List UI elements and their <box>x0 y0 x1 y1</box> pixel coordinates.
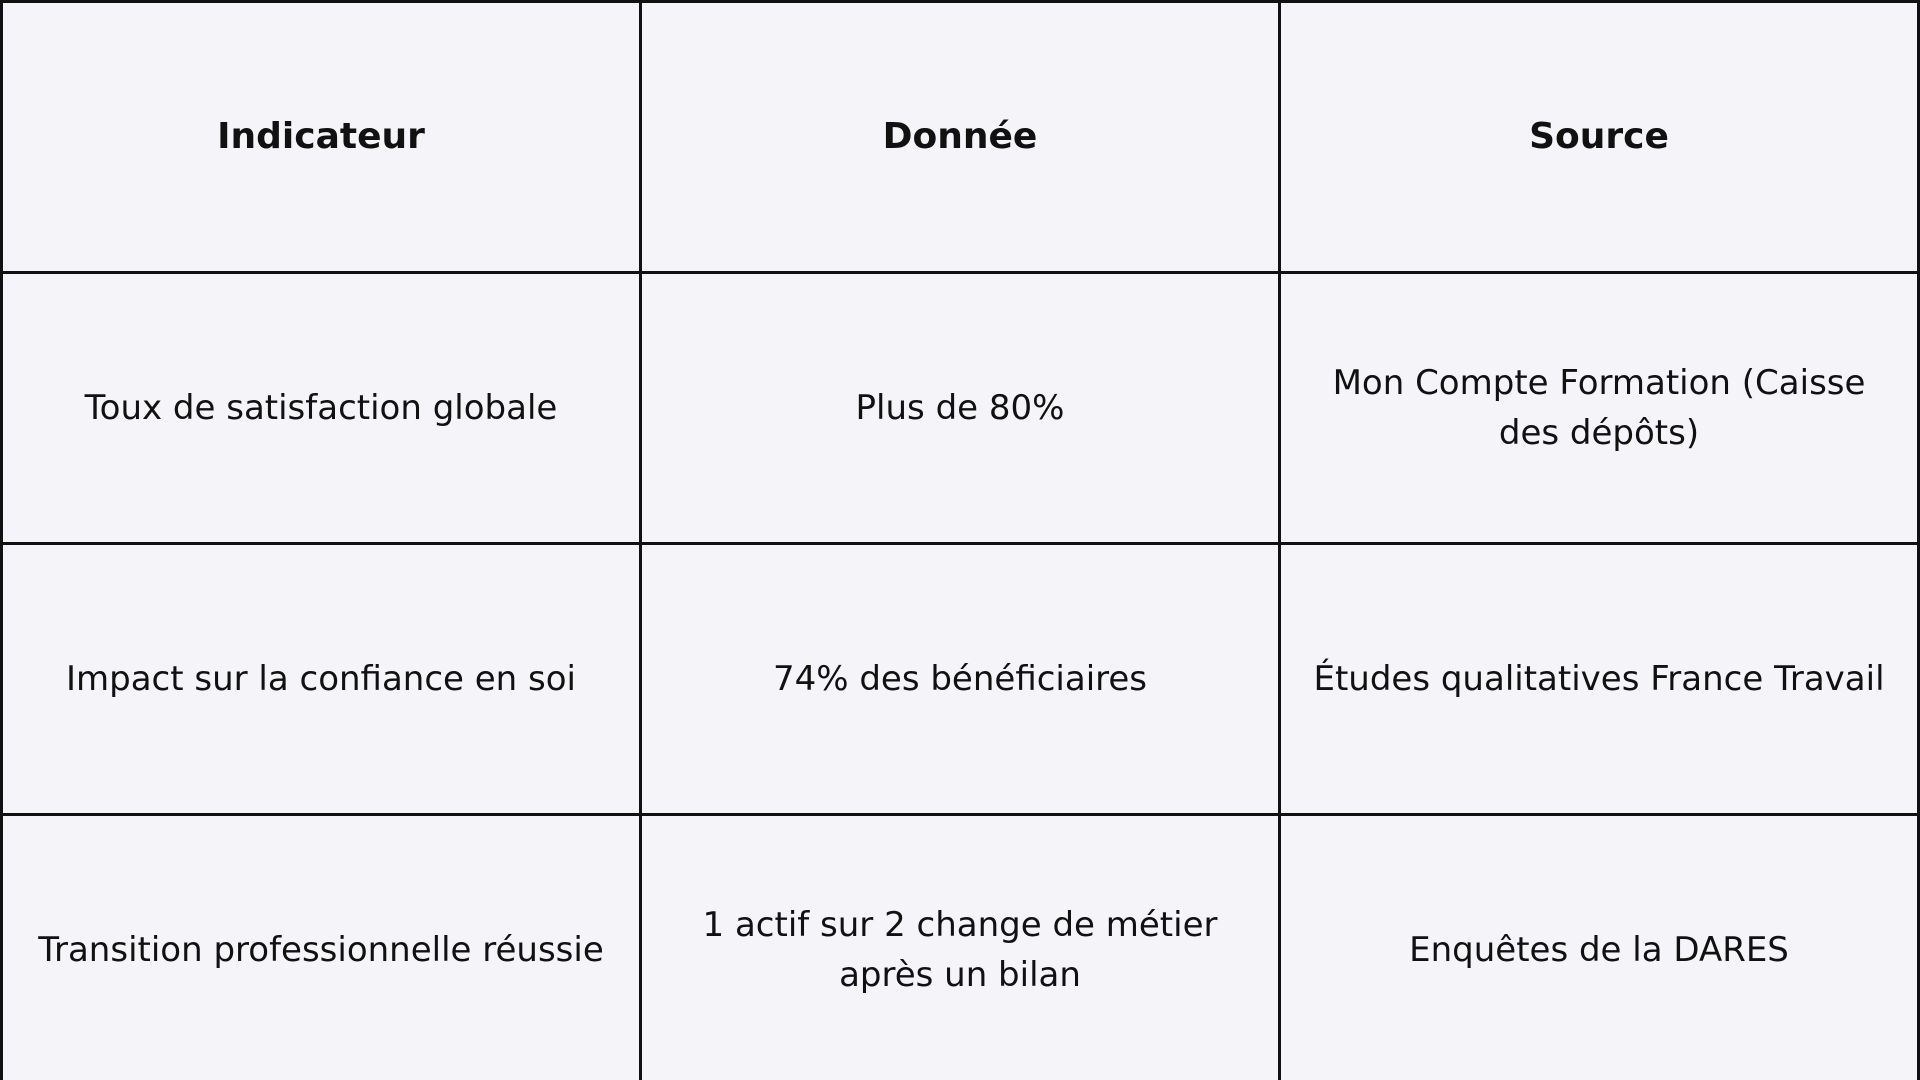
table-cell-source: Enquêtes de la DARES <box>1280 815 1919 1080</box>
table-cell-indicateur: Transition professionnelle réussie <box>2 815 641 1080</box>
table-row <box>2 815 1919 1080</box>
table-cell-donnee: Plus de 80% <box>641 273 1280 544</box>
table-row <box>2 544 1919 815</box>
table-cell-indicateur: Toux de satisfaction globale <box>2 273 641 544</box>
table-cell-donnee: 74% des bénéficiaires <box>641 544 1280 815</box>
table-cell-source: Études qualitatives France Travail <box>1280 544 1919 815</box>
table-row <box>2 273 1919 544</box>
table-cell-source: Mon Compte Formation (Caisse des dépôts) <box>1280 273 1919 544</box>
table-header-row <box>2 2 1919 273</box>
column-header-donnee: Donnée <box>641 2 1280 273</box>
column-header-indicateur: Indicateur <box>2 2 641 273</box>
table-cell-indicateur: Impact sur la confiance en soi <box>2 544 641 815</box>
column-header-source: Source <box>1280 2 1919 273</box>
table-cell-donnee: 1 actif sur 2 change de métier après un bilan <box>641 815 1280 1080</box>
